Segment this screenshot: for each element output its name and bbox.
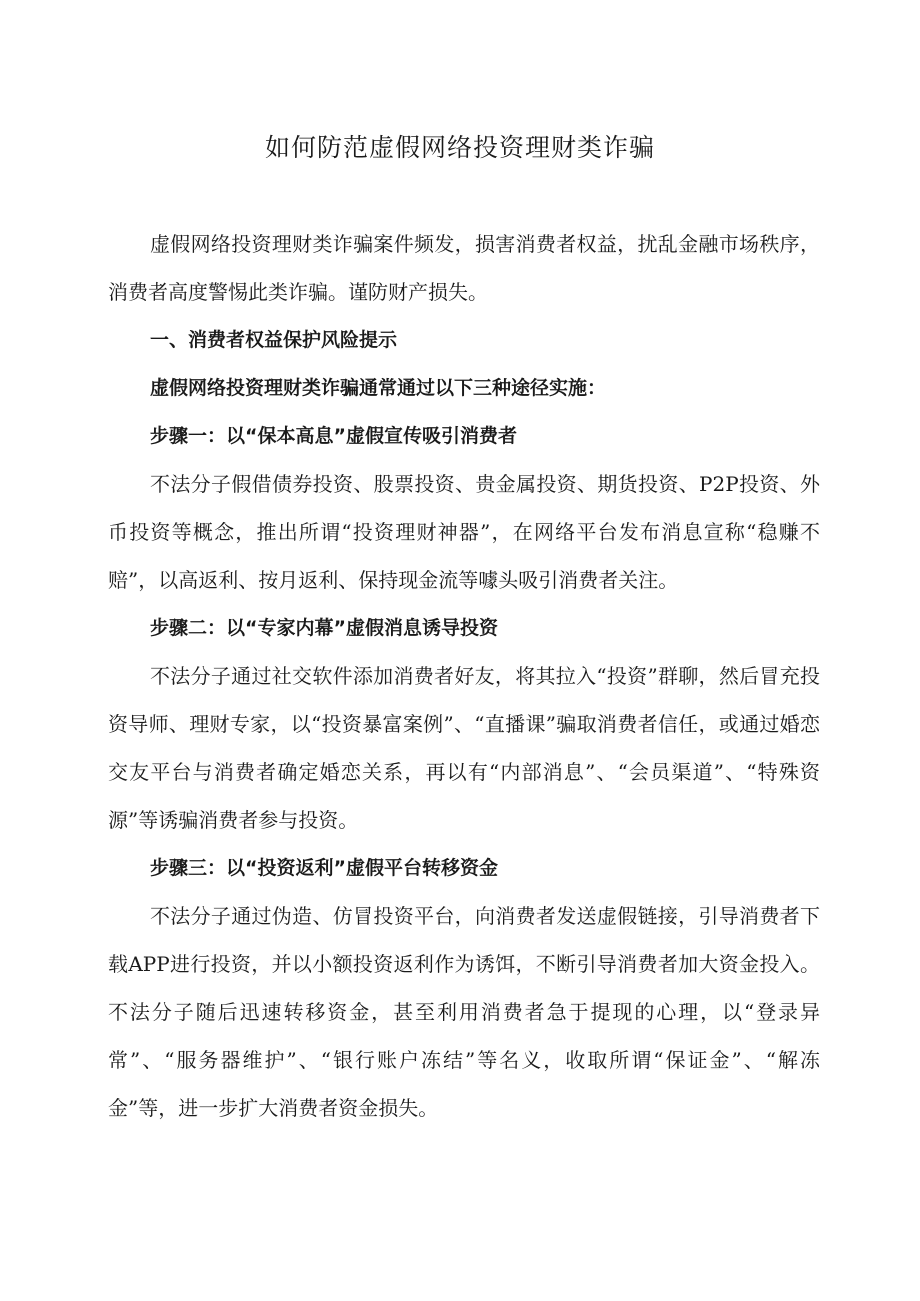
step-three-heading: 步骤三：以“投资返利”虚假平台转移资金	[150, 857, 498, 879]
step-two-paragraph: 不法分子通过社交软件添加消费者好友，将其拉入“投资”群聊，然后冒充投资导师、理财专家，以“投资暴富案例”、“直播课”骗取消费者信任，或通过婚恋交友平台与消费者确定婚恋关系，再以有“内部消息”、“会员渠道”、“特殊资源”等诱骗消费者参与投资。	[108, 664, 820, 832]
section-heading-risk-warning: 一、消费者权益保护风险提示	[150, 329, 398, 351]
subheading-three-methods: 虚假网络投资理财类诈骗通常通过以下三种途径实施：	[150, 377, 607, 399]
document-title: 如何防范虚假网络投资理财类诈骗	[264, 133, 655, 162]
step-one-heading: 步骤一：以“保本高息”虚假宣传吸引消费者	[150, 425, 517, 447]
intro-paragraph: 虚假网络投资理财类诈骗案件频发，损害消费者权益，扰乱金融市场秩序，消费者高度警惕此类诈骗。谨防财产损失。	[108, 232, 820, 304]
step-three-paragraph: 不法分子通过伪造、仿冒投资平台，向消费者发送虚假链接，引导消费者下载APP进行投资，并以小额投资返利作为诱饵，不断引导消费者加大资金投入。不法分子随后迅速转移资金，甚至利用消费者急于提现的心理，以“登录异常”、“服务器维护”、“银行账户冻结”等名义，收取所谓“保证金”、“解冻金”等，进一步扩大消费者资金损失。	[108, 904, 820, 1120]
document-body	[108, 220, 820, 1132]
step-two-heading: 步骤二：以“专家内幕”虚假消息诱导投资	[150, 617, 498, 639]
step-one-paragraph: 不法分子假借债券投资、股票投资、贵金属投资、期货投资、P2P投资、外币投资等概念，推出所谓“投资理财神器”，在网络平台发布消息宣称“稳赚不赔”，以高返利、按月返利、保持现金流等噱头吸引消费者关注。	[108, 472, 820, 592]
